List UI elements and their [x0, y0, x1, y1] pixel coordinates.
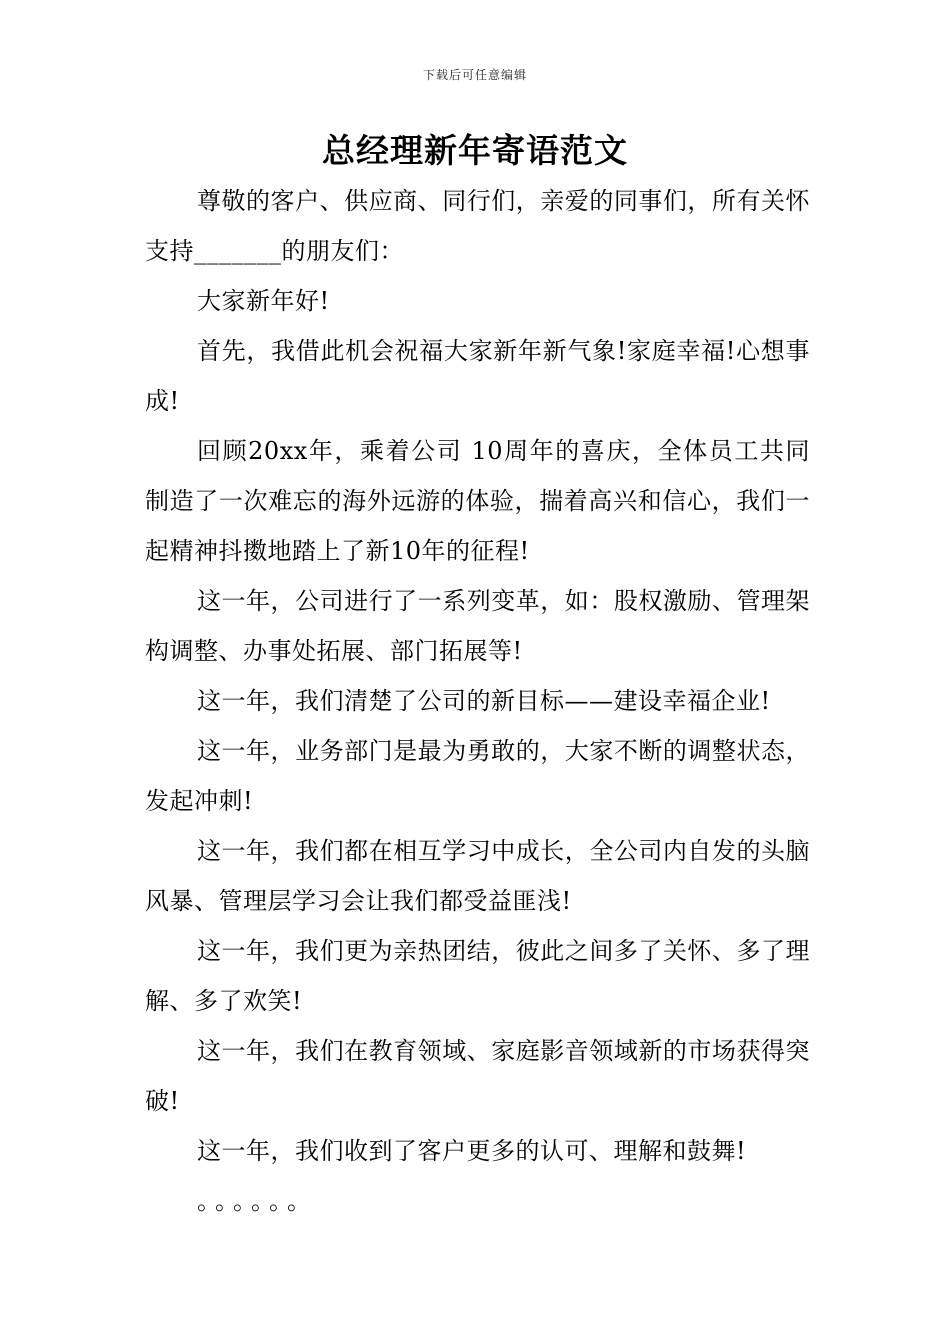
paragraph-goal: 这一年，我们清楚了公司的新目标——建设幸福企业!	[197, 687, 771, 715]
paragraph-business: 这一年，业务部门是最为勇敢的，大家不断的调整状态，发起冲刺!	[145, 737, 810, 815]
paragraph-learning: 这一年，我们都在相互学习中成长，全公司内自发的头脑风暴、管理层学习会让我们都受益匪浅!	[145, 837, 810, 915]
document-title: 总经理新年寄语范文	[322, 131, 628, 170]
paragraph-unity: 这一年，我们更为亲热团结，彼此之间多了关怀、多了理解、多了欢笑!	[145, 937, 810, 1015]
header-note: 下载后可任意编辑	[422, 68, 527, 82]
paragraph-greeting: 尊敬的客户、供应商、同行们，亲爱的同事们，所有关怀支持_______的朋友们：	[145, 187, 810, 265]
paragraph-new-year: 大家新年好!	[197, 287, 330, 315]
paragraph-ellipsis: 。。。。。。	[197, 1187, 317, 1215]
paragraph-reform: 这一年，公司进行了一系列变革，如：股权激励、管理架构调整、办事处拓展、部门拓展等!	[145, 587, 810, 665]
paragraph-review: 回顾20xx年，乘着公司 10周年的喜庆，全体员工共同制造了一次难忘的海外远游的体验，揣着高兴和信心，我们一起精神抖擞地踏上了新10年的征程!	[145, 437, 810, 565]
paragraph-wishes: 首先，我借此机会祝福大家新年新气象!家庭幸福!心想事成!	[145, 337, 810, 415]
document-body	[145, 176, 810, 1226]
paragraph-market: 这一年，我们在教育领域、家庭影音领域新的市场获得突破!	[145, 1037, 810, 1115]
paragraph-customers: 这一年，我们收到了客户更多的认可、理解和鼓舞!	[197, 1137, 747, 1165]
